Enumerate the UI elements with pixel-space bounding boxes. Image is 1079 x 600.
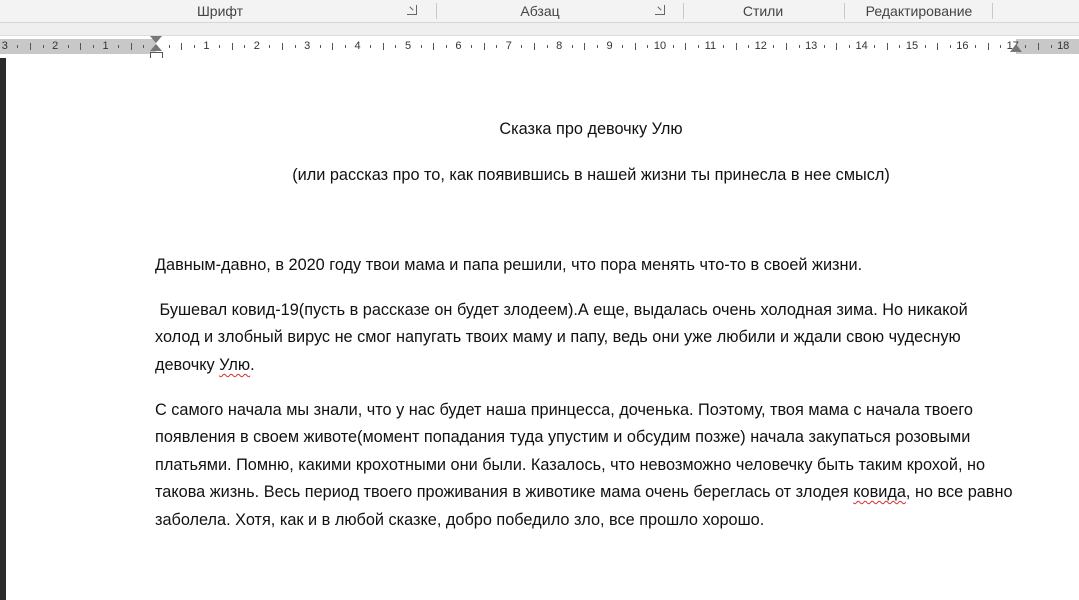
ribbon-group-labels — [0, 0, 1079, 23]
ruler-tick — [849, 45, 850, 48]
ruler-number: 10 — [653, 40, 667, 52]
ruler-tick — [899, 45, 900, 48]
first-line-indent-marker[interactable] — [150, 36, 162, 43]
ruler-left-margin — [0, 39, 156, 54]
ruler-tick — [521, 45, 522, 48]
document-title: Сказка про девочку Улю — [499, 120, 683, 138]
ruler-tick — [181, 43, 182, 50]
ribbon-separator — [844, 3, 845, 19]
ruler-tick — [320, 45, 321, 48]
ruler-number: 11 — [704, 40, 717, 52]
ruler-number: 16 — [956, 40, 969, 52]
ruler-tick — [269, 45, 270, 48]
ruler-tick — [786, 43, 787, 50]
ruler-tick — [597, 45, 598, 48]
ruler-number: 7 — [505, 40, 512, 52]
ribbon-separator — [992, 3, 993, 19]
ruler-tick — [887, 43, 888, 50]
ruler-tick — [282, 43, 283, 50]
ribbon-gap — [0, 23, 1079, 35]
ruler-tick — [93, 45, 94, 48]
ruler-tick — [572, 45, 573, 48]
hanging-indent-marker[interactable] — [150, 44, 162, 51]
ruler-tick — [370, 45, 371, 48]
ribbon-separator — [436, 3, 437, 19]
ruler-tick — [332, 43, 333, 50]
ruler-tick — [937, 43, 938, 50]
ruler-number: 4 — [354, 40, 361, 52]
ruler-tick — [635, 43, 636, 50]
ruler-number: 12 — [754, 40, 767, 52]
ruler-number: 3 — [304, 40, 311, 52]
ruler-tick — [799, 45, 800, 48]
ruler-number: 6 — [455, 40, 462, 52]
ruler-tick — [118, 45, 119, 48]
ruler-tick — [143, 45, 144, 48]
ruler-tick — [30, 43, 31, 50]
ruler-tick — [383, 43, 384, 50]
document-page[interactable] — [6, 58, 1079, 600]
ruler-tick — [219, 45, 220, 48]
ruler-tick — [295, 45, 296, 48]
paragraph-1: Давным-давно, в 2020 году твои мама и папа решили, что пора менять что-то в своей жизни. — [155, 256, 863, 274]
ruler-tick — [496, 45, 497, 48]
ruler-tick — [673, 45, 674, 48]
ruler-tick — [622, 45, 623, 48]
ruler-tick — [80, 43, 81, 50]
ruler-number: 5 — [404, 40, 412, 52]
ruler-number: 15 — [905, 40, 919, 52]
ruler-tick — [988, 43, 989, 50]
ruler-tick — [194, 45, 195, 48]
styles-group-label: Стили — [742, 3, 784, 19]
ruler-tick — [43, 45, 44, 48]
ruler-tick — [345, 45, 346, 48]
ruler-tick — [773, 45, 774, 48]
ruler-tick — [169, 45, 170, 48]
ruler-tick — [736, 43, 737, 50]
ruler-number: 17 — [1006, 40, 1019, 52]
font-dialog-launcher-icon[interactable] — [407, 5, 417, 15]
ruler-tick — [824, 45, 825, 48]
spelling-flagged-word[interactable]: ковида — [853, 483, 906, 502]
ribbon-separator — [683, 3, 684, 19]
ruler-number: 9 — [606, 40, 613, 52]
paragraph-2 — [155, 297, 1015, 379]
ruler-tick — [874, 45, 875, 48]
ruler-tick — [748, 45, 749, 48]
paragraph-2-end: . — [250, 355, 255, 374]
paragraph-3-end: , но все равно заболела. Хотя, как и в любой сказке, добро победило зло, все прошло хорошо. — [155, 483, 1013, 529]
ruler-tick — [1038, 43, 1039, 50]
ruler-number: 2 — [52, 40, 59, 52]
ruler-tick — [1051, 45, 1052, 48]
ruler-tick — [685, 43, 686, 50]
right-indent-marker[interactable] — [1010, 44, 1022, 52]
ruler-tick — [68, 45, 69, 48]
ruler-number: 3 — [1, 40, 8, 52]
ruler-number: 1 — [203, 40, 210, 52]
ruler-tick — [723, 45, 724, 48]
ruler-number: 2 — [253, 40, 260, 52]
ruler-tick — [471, 45, 472, 48]
ruler-tick — [836, 43, 837, 50]
document-subtitle: (или рассказ про то, как появившись в нашей жизни ты принесла в нее смысл) — [292, 166, 890, 184]
ruler-tick — [433, 43, 434, 50]
paragraph-dialog-launcher-icon[interactable] — [655, 5, 665, 15]
paragraph-3-text: С самого начала мы знали, что у нас будет наша принцесса, доченька. Поэтому, твоя мама с начала твоего появления в своем животе(момент попадания туда упустим и обсудим позже) начала закупаться розовыми платьями. Помню, какими крохотными они были. Казалось, что невозможно человечку быть таким крохой, но такова жизнь. Весь период твоего проживания в животике мама очень береглась от злодея — [155, 401, 986, 502]
ruler-number: 14 — [855, 40, 868, 52]
ruler-tick — [547, 45, 548, 48]
ruler-tick — [1000, 45, 1001, 48]
paragraph-group-label: Абзац — [520, 3, 560, 19]
spelling-flagged-word[interactable]: Улю — [219, 355, 251, 374]
ruler-tick — [925, 45, 926, 48]
paragraph-2-text: Бушевал ковид-19(пусть в рассказе он будет злодеем).А еще, выдалась очень холодная зима. Но никакой холод и злобный вирус не смог напугать твоих маму и папу, ведь они уже любили и ждали свою чудесную девочку — [155, 301, 973, 374]
font-group-label: Шрифт — [196, 3, 244, 19]
ruler-tick — [484, 43, 485, 50]
ruler-tick — [446, 45, 447, 48]
ruler-tick — [975, 45, 976, 48]
ruler-tick — [647, 45, 648, 48]
ruler-tick — [395, 45, 396, 48]
ruler-number: 8 — [556, 40, 563, 52]
ruler-tick — [244, 45, 245, 48]
ruler-number: 18 — [1057, 40, 1070, 52]
ruler-tick — [534, 43, 535, 50]
ruler-tick — [584, 43, 585, 50]
paragraph-3 — [155, 397, 1015, 534]
ruler-tick — [232, 43, 233, 50]
ruler-number: 1 — [102, 40, 109, 52]
ruler-tick — [698, 45, 699, 48]
ruler-tick — [950, 45, 951, 48]
ruler-tick — [421, 45, 422, 48]
ruler-number: 13 — [805, 40, 818, 52]
editing-group-label: Редактирование — [865, 3, 973, 19]
ruler-tick — [1025, 45, 1026, 48]
ruler-tick — [131, 43, 132, 50]
ruler-tick — [17, 45, 18, 48]
